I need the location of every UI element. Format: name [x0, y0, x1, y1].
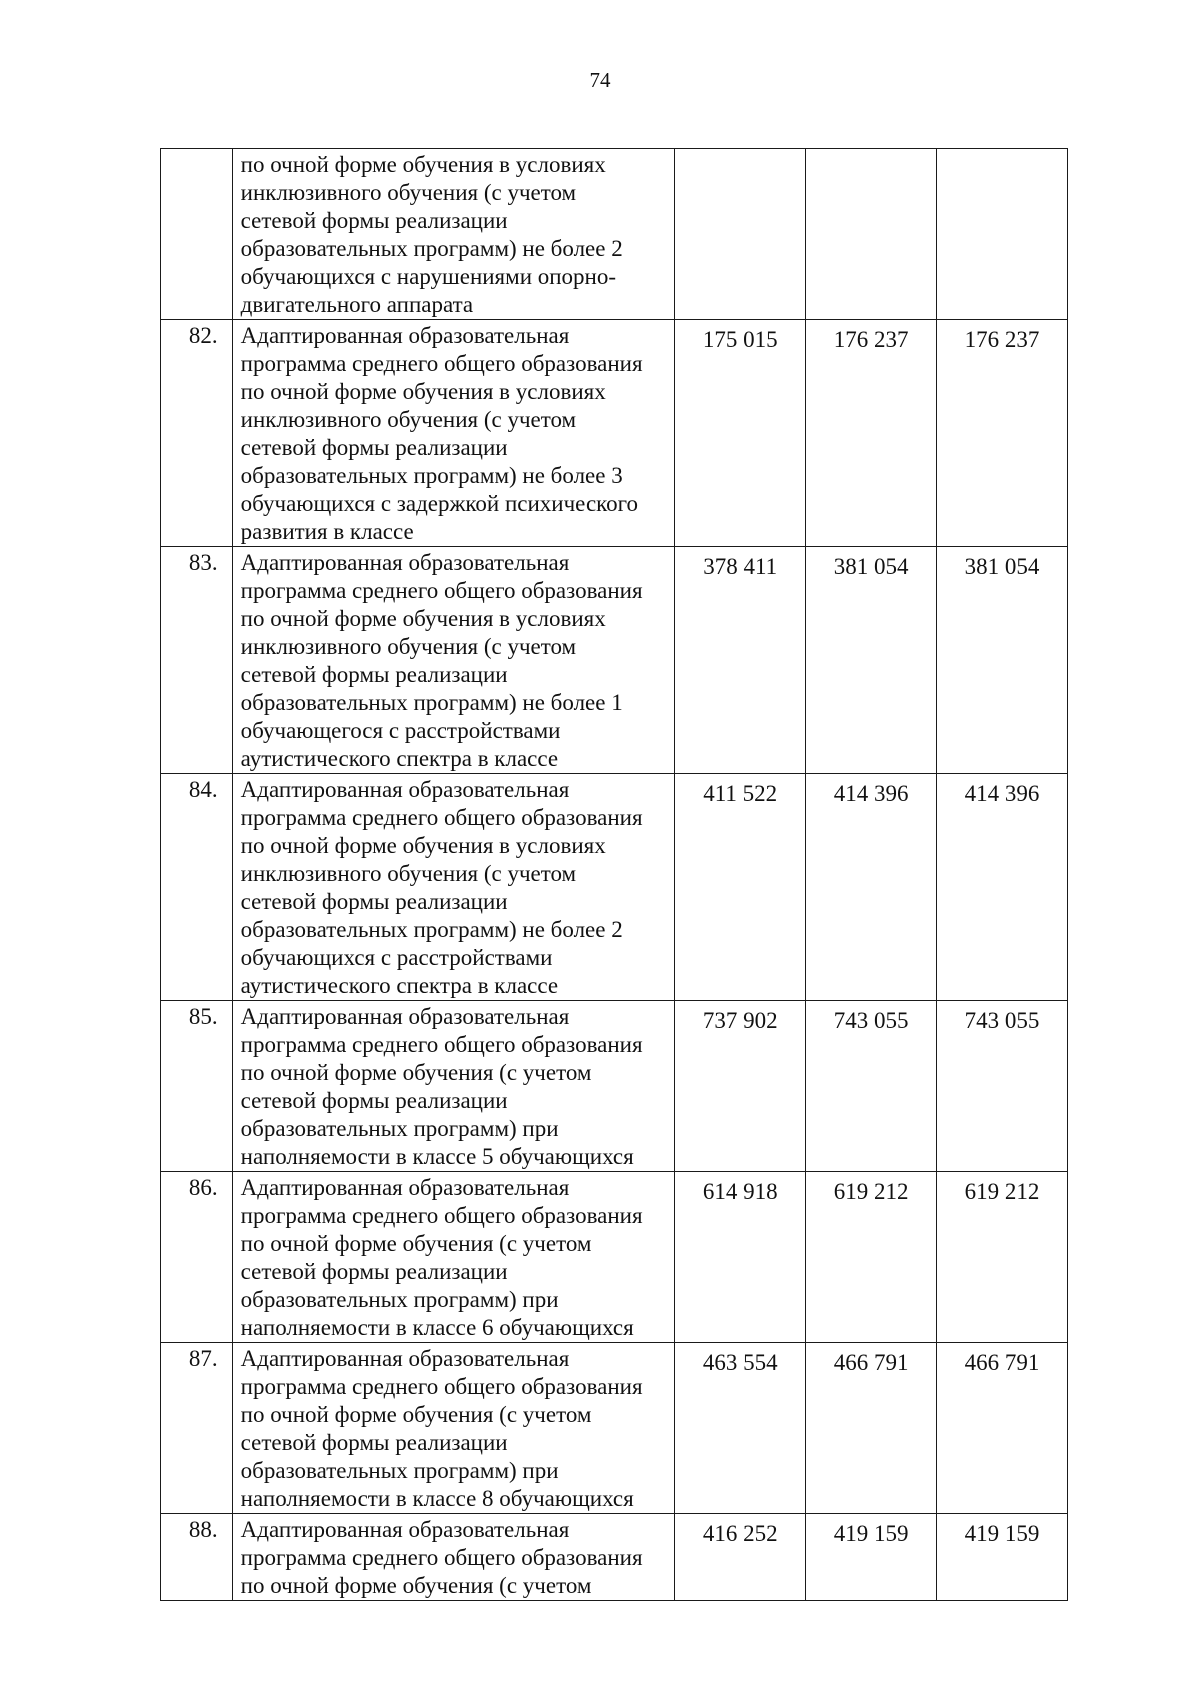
row-number: 83.: [161, 547, 233, 774]
row-value-1: 378 411: [675, 547, 806, 774]
row-description: по очной форме обучения в условиях инклюзивного обучения (с учетом сетевой формы реализации образовательных программ) не более 2 обучающихся с нарушениями опорно- двигательного аппарата: [232, 149, 675, 320]
row-number: 88.: [161, 1514, 233, 1601]
row-number: 85.: [161, 1001, 233, 1172]
row-description: Адаптированная образовательная программа среднего общего образования по очной форме обучения в условиях инклюзивного обучения (с учетом сетевой формы реализации образовательных программ) не более 3 обучающихся с задержкой психического развития в классе: [232, 320, 675, 547]
row-value-3: 176 237: [937, 320, 1068, 547]
row-value-2: 419 159: [806, 1514, 937, 1601]
row-value-3: 414 396: [937, 774, 1068, 1001]
row-value-1: 416 252: [675, 1514, 806, 1601]
row-value-3: 743 055: [937, 1001, 1068, 1172]
row-value-3: 619 212: [937, 1172, 1068, 1343]
row-number: 82.: [161, 320, 233, 547]
row-value-2: 381 054: [806, 547, 937, 774]
normative-cost-table: [160, 148, 1068, 1601]
row-value-3: 381 054: [937, 547, 1068, 774]
row-value-2: 414 396: [806, 774, 937, 1001]
table-row: [161, 1001, 1068, 1172]
row-description: Адаптированная образовательная программа среднего общего образования по очной форме обучения в условиях инклюзивного обучения (с учетом сетевой формы реализации образовательных программ) не более 2 обучающихся с расстройствами аутистического спектра в классе: [232, 774, 675, 1001]
row-value-2: [806, 149, 937, 320]
table-row: [161, 320, 1068, 547]
table-row: [161, 1514, 1068, 1601]
row-description: Адаптированная образовательная программа среднего общего образования по очной форме обучения (с учетом сетевой формы реализации образовательных программ) при наполняемости в классе 8 обучающихся: [232, 1343, 675, 1514]
row-value-3: 419 159: [937, 1514, 1068, 1601]
row-number: 86.: [161, 1172, 233, 1343]
row-value-2: 176 237: [806, 320, 937, 547]
page-number: 74: [589, 68, 611, 92]
row-value-3: [937, 149, 1068, 320]
row-value-1: 463 554: [675, 1343, 806, 1514]
row-value-1: 737 902: [675, 1001, 806, 1172]
row-description: Адаптированная образовательная программа среднего общего образования по очной форме обучения (с учетом сетевой формы реализации образовательных программ) при наполняемости в классе 5 обучающихся: [232, 1001, 675, 1172]
row-number: [161, 149, 233, 320]
row-value-1: 411 522: [675, 774, 806, 1001]
row-value-1: 614 918: [675, 1172, 806, 1343]
row-description: Адаптированная образовательная программа среднего общего образования по очной форме обучения в условиях инклюзивного обучения (с учетом сетевой формы реализации образовательных программ) не более 1 обучающегося с расстройствами аутистического спектра в классе: [232, 547, 675, 774]
table-row: [161, 774, 1068, 1001]
row-value-2: 619 212: [806, 1172, 937, 1343]
row-description: Адаптированная образовательная программа среднего общего образования по очной форме обучения (с учетом сетевой формы реализации образовательных программ) при наполняемости в классе 6 обучающихся: [232, 1172, 675, 1343]
row-value-1: [675, 149, 806, 320]
table-row: [161, 1172, 1068, 1343]
row-value-2: 743 055: [806, 1001, 937, 1172]
row-description: Адаптированная образовательная программа среднего общего образования по очной форме обучения (с учетом: [232, 1514, 675, 1601]
table-row: [161, 1343, 1068, 1514]
row-number: 87.: [161, 1343, 233, 1514]
table-row: [161, 149, 1068, 320]
table-row: [161, 547, 1068, 774]
row-number: 84.: [161, 774, 233, 1001]
row-value-3: 466 791: [937, 1343, 1068, 1514]
row-value-1: 175 015: [675, 320, 806, 547]
row-value-2: 466 791: [806, 1343, 937, 1514]
